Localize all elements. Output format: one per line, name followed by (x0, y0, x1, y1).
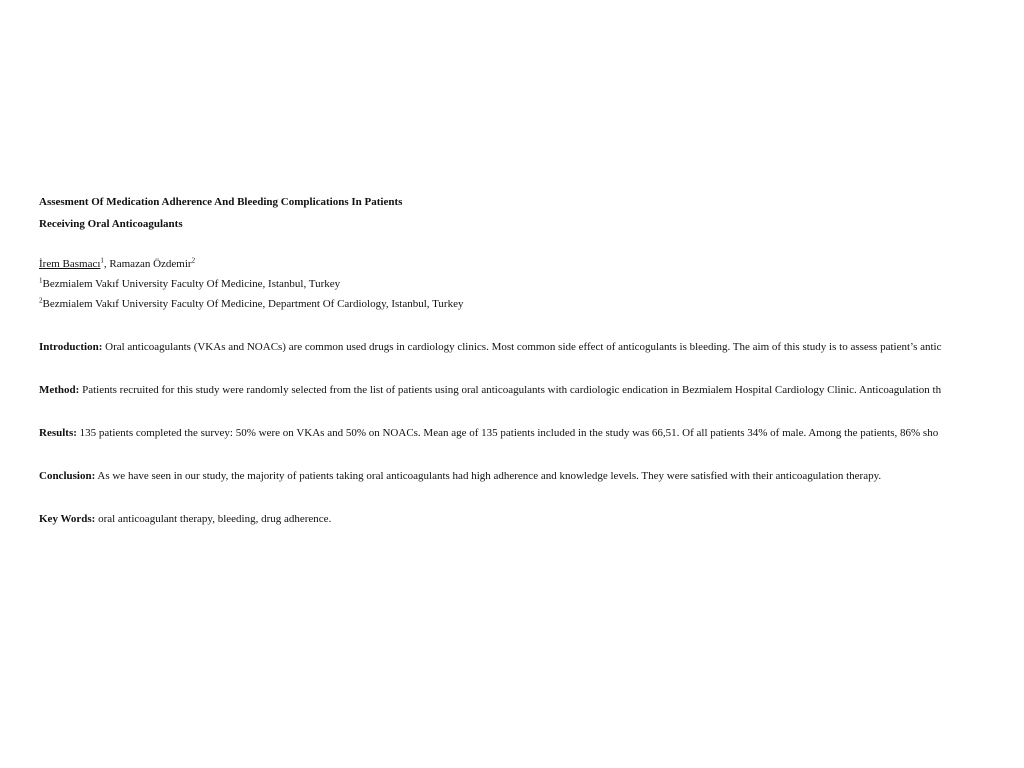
authors-line (39, 257, 195, 271)
title-line-2: Receiving Oral Anticoagulants (39, 218, 183, 230)
conclusion-paragraph (39, 469, 881, 483)
results-paragraph (39, 426, 938, 440)
keywords-label: Key Words: (39, 513, 96, 525)
title-line-1: Assesment Of Medication Adherence And Bleeding Complications In Patients (39, 196, 403, 208)
author-1-name: İrem Basmacı (39, 258, 101, 270)
method-text: Patients recruited for this study were randomly selected from the list of patients using oral anticoagulants with cardiologic endication in Bezmialem Hospital Cardiology Clinic. Anticoagulation th (79, 384, 942, 396)
affiliation-2-superscript: 2 (39, 296, 43, 305)
author-2-name: , Ramazan Özdemir (103, 258, 192, 270)
method-label: Method: (39, 384, 80, 396)
affiliation-2-text: Bezmialem Vakıf University Faculty Of Medicine, Department Of Cardiology, Istanbul, Turkey (42, 298, 464, 310)
results-label: Results: (39, 427, 77, 439)
introduction-text: Oral anticoagulants (VKAs and NOACs) are common used drugs in cardiology clinics. Most common side effect of anticogulants is bleeding. The aim of this study is to assess patient’s antic (102, 341, 942, 353)
author-1-superscript: 1 (100, 256, 104, 265)
results-text: 135 patients completed the survey: 50% were on VKAs and 50% on NOACs. Mean age of 135 patients included in the study was 66,51. Of all patients 34% of male. Among the patients, 86% sho (76, 427, 939, 439)
affiliation-1-superscript: 1 (39, 276, 43, 285)
affiliation-1 (39, 277, 340, 291)
author-2-superscript: 2 (191, 256, 196, 265)
introduction-paragraph (39, 340, 941, 354)
conclusion-label: Conclusion: (39, 470, 96, 482)
method-paragraph (39, 383, 941, 397)
keywords-text: oral anticoagulant therapy, bleeding, drug adherence. (95, 513, 332, 525)
affiliation-2 (39, 297, 463, 311)
conclusion-text: As we have seen in our study, the majority of patients taking oral anticoagulants had high adherence and knowledge levels. They were satisfied with their anticoagulation therapy. (95, 470, 882, 482)
keywords-paragraph (39, 512, 331, 526)
affiliation-1-text: Bezmialem Vakıf University Faculty Of Medicine, Istanbul, Turkey (42, 278, 341, 290)
introduction-label: Introduction: (39, 341, 103, 353)
